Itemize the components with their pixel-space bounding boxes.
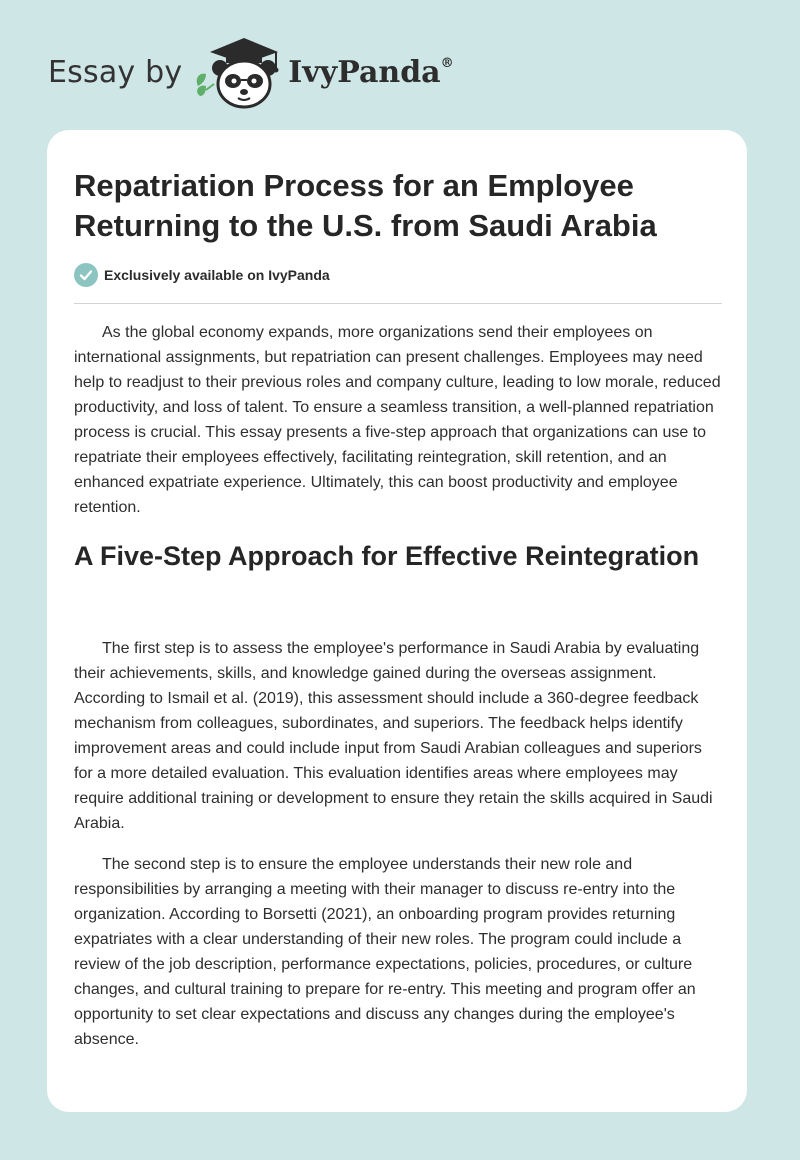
exclusive-label: Exclusively available on IvyPanda [104, 267, 330, 283]
check-badge-icon [74, 263, 98, 287]
panda-graduate-logo-icon [192, 34, 284, 110]
site-header [48, 34, 454, 110]
essay-title: Repatriation Process for an Employee Returning to the U.S. from Saudi Arabia [74, 168, 657, 243]
brand-name-text: IvyPanda [288, 54, 441, 90]
paragraph-step-two: The second step is to ensure the employee understands their new role and responsibilities by arranging a meeting with their manager to discuss re-entry into the organization. According to Borsetti (2021), an onboarding program provides returning expatriates with a clear understanding of their new roles. The program could include a review of the job description, performance expectations, policies, procedures, or culture changes, and cultural training to prepare for re-entry. This meeting and program offer an opportunity to set clear expectations and discuss any changes during the employee's absence. [74, 856, 696, 1048]
paragraph-intro: As the global economy expands, more organizations send their employees on international assignments, but repatriation can present challenges. Employees may need help to readjust to their previous roles and company culture, leading to low morale, reduced productivity, and loss of talent. To ensure a seamless transition, a well-planned repatriation process is crucial. This essay presents a five-step approach that organizations can use to repatriate their employees effectively, facilitating reintegration, skill retention, and an enhanced expatriate experience. Ultimately, this can boost productivity and employee retention. [74, 324, 721, 516]
brand-name [288, 55, 453, 90]
essay-card [47, 130, 747, 1112]
paragraph-step-one: The first step is to assess the employee's performance in Saudi Arabia by evaluating their achievements, skills, and knowledge gained during the overseas assignment. According to Ismail et al. (2019), this assessment should include a 360-degree feedback mechanism from colleagues, subordinates, and superiors. The feedback helps identify improvement areas and could include input from Saudi Arabian colleagues and superiors for a more detailed evaluation. This evaluation identifies areas where employees may require additional training or development to ensure they retain the skills acquired in Saudi Arabia. [74, 640, 713, 832]
essay-by-label: Essay by [48, 54, 183, 90]
section-heading: A Five-Step Approach for Effective Reintegration [74, 541, 700, 571]
title-divider [74, 303, 722, 304]
registered-mark: ® [440, 55, 454, 71]
exclusive-badge [74, 263, 330, 287]
